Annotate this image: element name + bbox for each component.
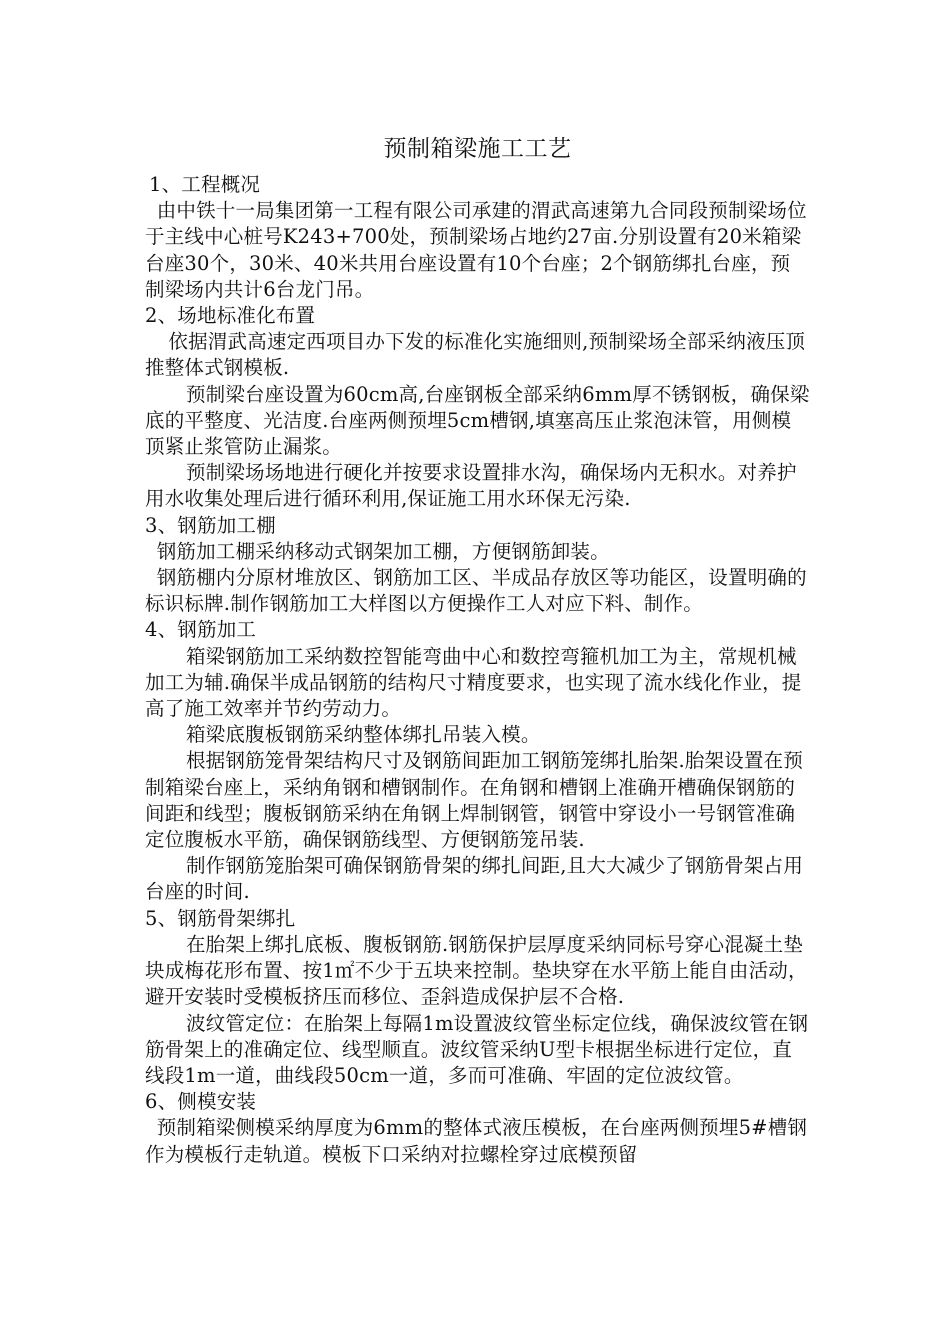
paragraph: 箱梁钢筋加工采纳数控智能弯曲中心和数控弯箍机加工为主，常规机械加工为辅.确保半成品钢筋的结构尺寸精度要求，也实现了流水线化作业，提高了施工效率并节约劳动力。	[145, 644, 802, 721]
paragraph: 制作钢筋笼胎架可确保钢筋骨架的绑扎间距,且大大减少了钢筋骨架占用台座的时间.	[145, 854, 804, 904]
section-heading: 2、场地标准化布置	[145, 304, 316, 328]
section-heading: 6、侧模安装	[145, 1090, 257, 1114]
paragraph: 由中铁十一局集团第一工程有限公司承建的渭武高速第九合同段预制梁场位于主线中心桩号K243+700处，预制梁场占地约27亩.分别设置有20米箱梁台座30个，30米、40米共用台座设置有10个台座；2个钢筋绑扎台座，预制梁场内共计6台龙门吊。	[145, 199, 807, 301]
document-body	[145, 132, 810, 1168]
paragraph: 波纹管定位：在胎架上每隔1m设置波纹管坐标定位线，确保波纹管在钢筋骨架上的准确定位、线型顺直。波纹管采纳U型卡根据坐标进行定位，直线段1m一道，曲线段50cm一道，多而可准确、牢固的定位波纹管。	[145, 1011, 809, 1087]
paragraph: 预制箱梁侧模采纳厚度为6mm的整体式液压模板，在台座两侧预埋5#槽钢作为模板行走轨道。模板下口采纳对拉螺栓穿过底模预留	[145, 1116, 808, 1166]
section-heading: 4、钢筋加工	[145, 618, 257, 642]
paragraph: 钢筋棚内分原材堆放区、钢筋加工区、半成品存放区等功能区，设置明确的标识标牌.制作钢筋加工大样图以方便操作工人对应下料、制作。	[145, 566, 807, 616]
paragraph: 依据渭武高速定西项目办下发的标准化实施细则,预制梁场全部采纳液压顶推整体式钢模板.	[145, 330, 806, 380]
section-heading: 1、工程概况	[149, 173, 261, 196]
paragraph: 预制梁场场地进行硬化并按要求设置排水沟，确保场内无积水。对养护用水收集处理后进行循环利用,保证施工用水环保无污染.	[145, 461, 797, 511]
paragraph: 钢筋加工棚采纳移动式钢架加工棚，方便钢筋卸装。	[156, 539, 610, 563]
paragraph: 根据钢筋笼骨架结构尺寸及钢筋间距加工钢筋笼绑扎胎架.胎架设置在预制箱梁台座上，采纳角钢和槽钢制作。在角钢和槽钢上准确开槽确保钢筋的间距和线型；腹板钢筋采纳在角钢上焊制钢管，钢管中穿设小一号钢管准确定位腹板水平筋，确保钢筋线型、方便钢筋笼吊装.	[145, 749, 804, 852]
paragraph: 在胎架上绑扎底板、腹板钢筋.钢筋保护层厚度采纳同标号穿心混凝土垫块成梅花形布置、按1㎡不少于五块来控制。垫块穿在水平筋上能自由活动，避开安装时受模板挤压而移位、歪斜造成保护层不合格.	[145, 932, 808, 1009]
paragraph: 预制梁台座设置为60cm高,台座钢板全部采纳6mm厚不锈钢板，确保梁底的平整度、光洁度.台座两侧预埋5cm槽钢,填塞高压止浆泡沫管，用侧模顶紧止浆管防止漏浆。	[145, 382, 810, 459]
paragraph: 箱梁底腹板钢筋采纳整体绑扎吊装入模。	[185, 723, 541, 747]
document-title: 预制箱梁施工工艺	[383, 136, 572, 162]
section-heading: 3、钢筋加工棚	[145, 513, 276, 537]
section-heading: 5、钢筋骨架绑扎	[145, 906, 296, 930]
